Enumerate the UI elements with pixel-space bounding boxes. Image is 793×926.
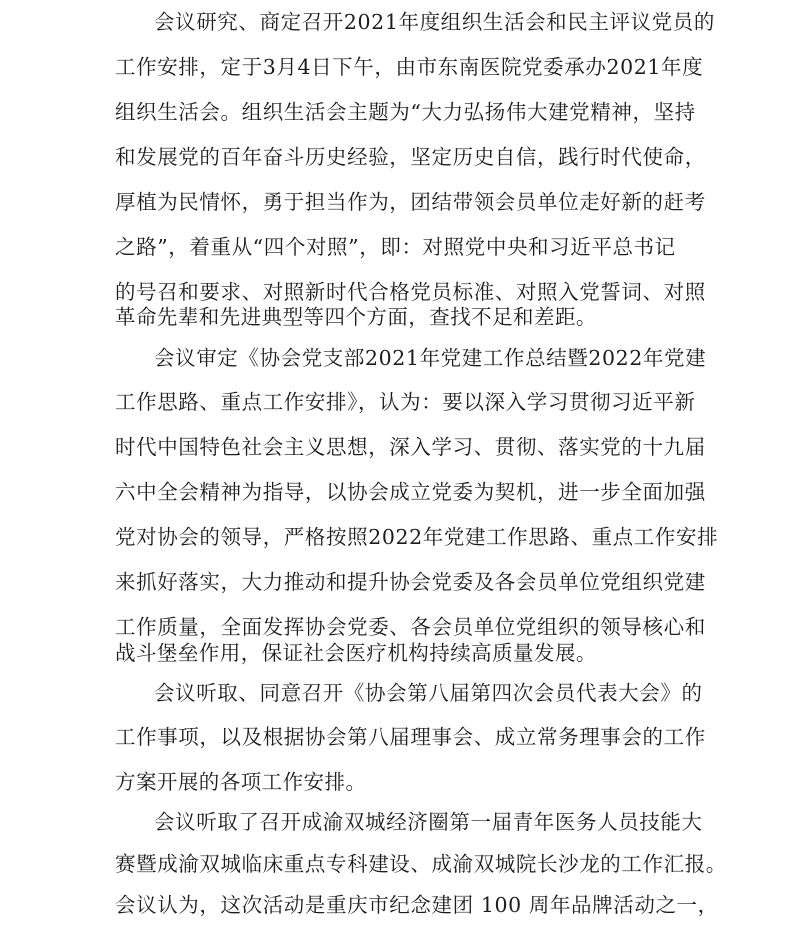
paragraph-4-line-3: 会议认为，这次活动是重庆市纪念建团 100 周年品牌活动之一， bbox=[115, 893, 719, 917]
paragraph-2-line-5: 党对协会的领导，严格按照2022年党建工作思路、重点工作安排 bbox=[115, 525, 719, 549]
paragraph-3-line-1: 会议听取、同意召开《协会第八届第四次会员代表大会》的 bbox=[154, 681, 703, 705]
paragraph-2-line-4: 六中全会精神为指导，以协会成立党委为契机，进一步全面加强 bbox=[115, 480, 706, 504]
paragraph-2-line-8: 战斗堡垒作用，保证社会医疗机构持续高质量发展。 bbox=[115, 641, 597, 665]
paragraph-1-line-8: 革命先辈和先进典型等四个方面，查找不足和差距。 bbox=[115, 305, 597, 329]
paragraph-4-line-1: 会议听取了召开成渝双城经济圈第一届青年医务人员技能大 bbox=[154, 810, 703, 834]
paragraph-1-line-3: 组织生活会。组织生活会主题为“大力弘扬伟大建党精神，坚持 bbox=[115, 100, 696, 124]
paragraph-2-line-1: 会议审定《协会党支部2021年党建工作总结暨2022年党建 bbox=[154, 346, 707, 370]
paragraph-2-line-3: 时代中国特色社会主义思想，深入学习、贯彻、落实党的十九届 bbox=[115, 435, 706, 459]
paragraph-3-line-3: 方案开展的各项工作安排。 bbox=[115, 770, 367, 794]
paragraph-2-line-2: 工作思路、重点工作安排》，认为：要以深入学习贯彻习近平新 bbox=[115, 390, 696, 414]
paragraph-1-line-6: 之路”，着重从“四个对照”，即：对照党中央和习近平总书记 bbox=[115, 235, 676, 259]
paragraph-2-line-6: 来抓好落实，大力推动和提升协会党委及各会员单位党组织党建 bbox=[115, 570, 706, 594]
paragraph-3-line-2: 工作事项，以及根据协会第八届理事会、成立常务理事会的工作 bbox=[115, 725, 706, 749]
paragraph-1-line-5: 厚植为民情怀，勇于担当作为，团结带领会员单位走好新的赶考 bbox=[115, 190, 706, 214]
paragraph-1-line-4: 和发展党的百年奋斗历史经验，坚定历史自信，践行时代使命， bbox=[115, 145, 706, 169]
paragraph-1-line-7: 的号召和要求、对照新时代合格党员标准、对照入党誓词、对照 bbox=[115, 280, 706, 304]
paragraph-2-line-7: 工作质量，全面发挥协会党委、各会员单位党组织的领导核心和 bbox=[115, 615, 706, 639]
paragraph-4-line-2: 赛暨成渝双城临床重点专科建设、成渝双城院长沙龙的工作汇报。 bbox=[115, 852, 727, 876]
paragraph-1-line-1: 会议研究、商定召开2021年度组织生活会和民主评议党员的 bbox=[154, 10, 715, 34]
paragraph-1-line-2: 工作安排，定于3月4日下午，由市东南医院党委承办2021年度 bbox=[115, 55, 704, 79]
